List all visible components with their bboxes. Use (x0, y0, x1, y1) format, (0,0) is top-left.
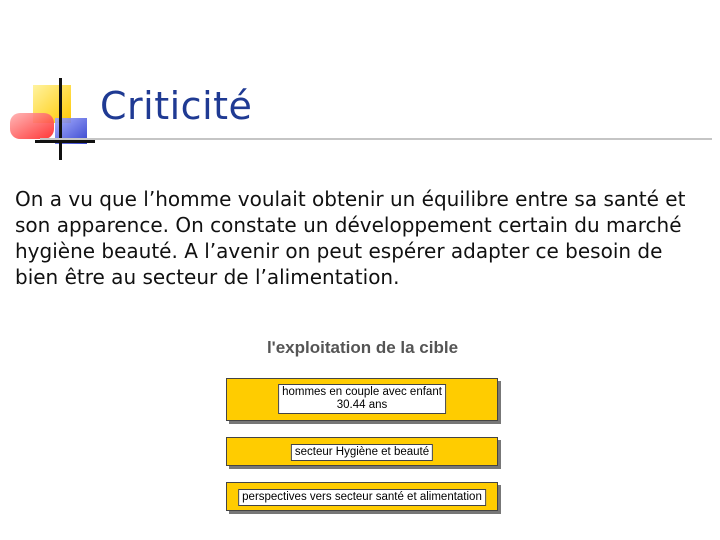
logo-horizontal-line (35, 140, 95, 143)
diagram-title: l'exploitation de la cible (266, 338, 459, 357)
diagram-box-target (226, 378, 498, 421)
diagram-box-line: 30.44 ans (336, 399, 388, 411)
diagram-box-line: hommes en couple avec enfant (282, 386, 442, 398)
diagram-box-sector (226, 437, 498, 466)
decorative-logo-icon (0, 0, 100, 170)
diagram-box-perspectives (226, 482, 498, 511)
diagram-box-label (278, 384, 446, 414)
logo-vertical-line (59, 78, 62, 160)
diagram-box-line: secteur Hygiène et beauté (294, 446, 430, 458)
logo-red-shape (10, 113, 54, 139)
diagram-box-label (291, 444, 433, 461)
title-divider (40, 138, 712, 140)
slide-title: Criticité (100, 84, 253, 128)
slide-body-text: On a vu que l’homme voulait obtenir un équilibre entre sa santé et son apparence. On constate un développement certain du marché hygiène beauté. A l’avenir on peut espérer adapter ce besoin de bien être au secteur de l’alimentation. (15, 187, 686, 289)
diagram-box-label (238, 489, 486, 506)
diagram-box-line: perspectives vers secteur santé et alimentation (242, 491, 482, 503)
